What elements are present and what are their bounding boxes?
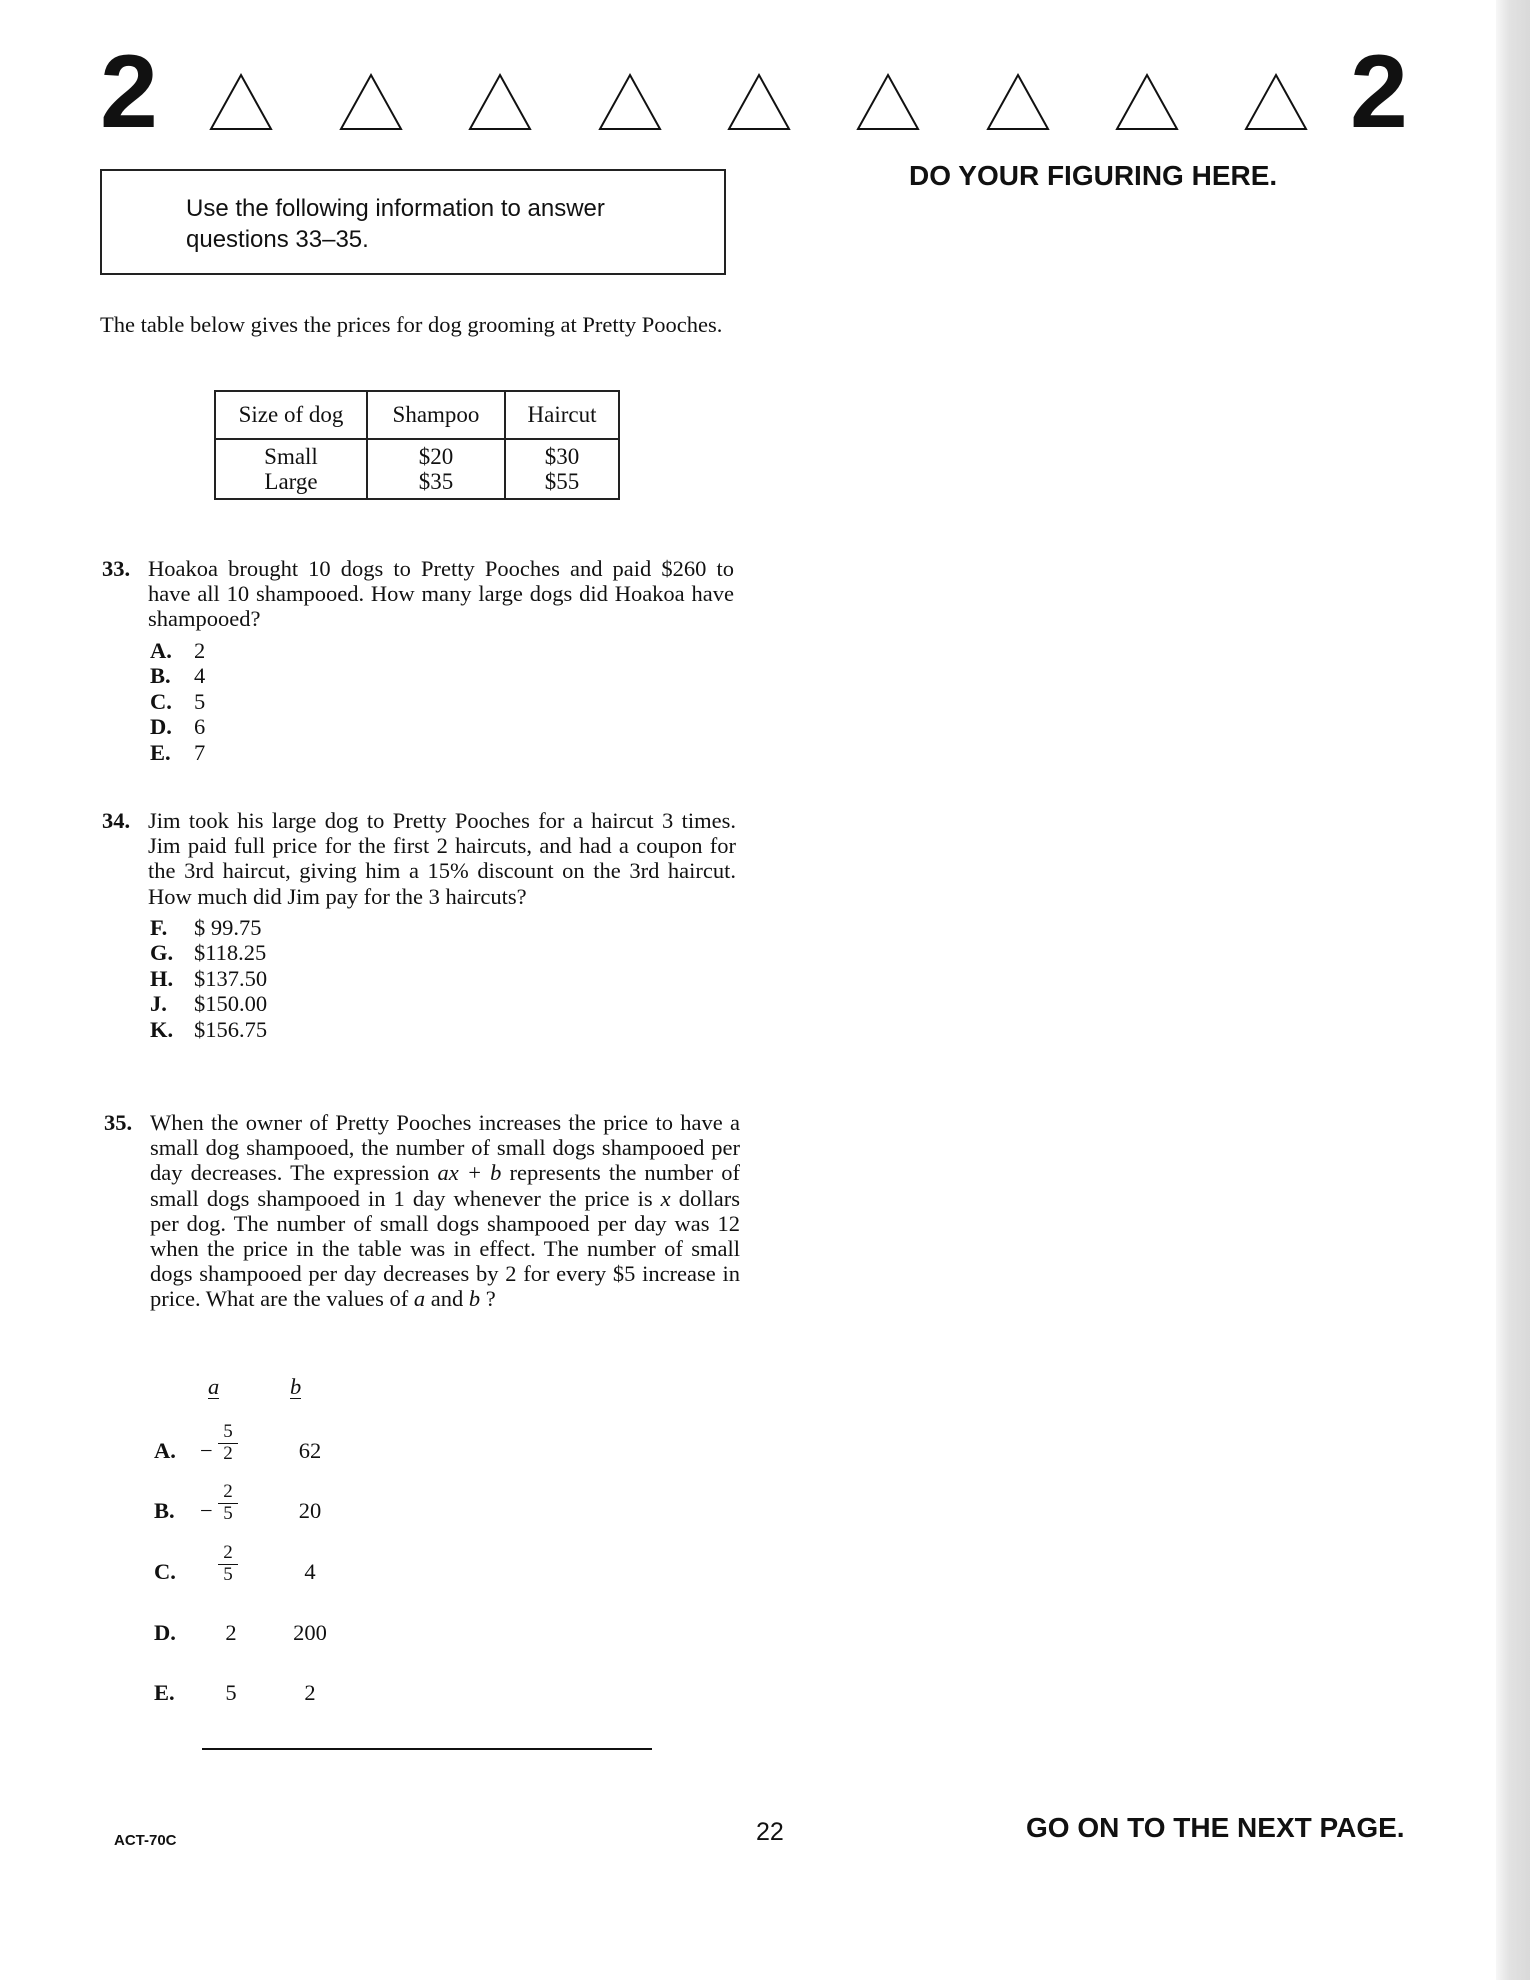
price-table (214, 390, 620, 500)
intro-text: The table below gives the prices for dog grooming at Pretty Pooches. (100, 312, 723, 337)
question-text: Jim took his large dog to Pretty Pooches for a haircut 3 times. Jim paid full price for the first 2 haircuts, and had a coupon for the 3rd haircut, giving him a 15% discount on the 3rd haircut. How much did Jim pay for the 3 haircuts? (148, 808, 736, 909)
size-cell (215, 439, 367, 499)
info-box-text: Use the following information to answer questions 33–35. (186, 195, 605, 253)
option-letter: J. (150, 991, 167, 1017)
fraction (218, 1482, 238, 1523)
column-header: Size of dog (215, 391, 367, 439)
fraction (218, 1543, 238, 1584)
test-code: ACT-70C (114, 1832, 177, 1849)
value-b: 62 (298, 1438, 322, 1463)
option-text: $118.25 (194, 940, 267, 966)
answer-option-h[interactable] (150, 966, 736, 992)
figuring-note: DO YOUR FIGURING HERE. (909, 160, 1278, 191)
question-number: 34. (102, 808, 131, 833)
numerator: 2 (223, 1481, 233, 1502)
triangle-outline-icon (1243, 72, 1309, 132)
option-text: 5 (194, 688, 206, 714)
option-letter: K. (150, 1016, 174, 1042)
option-text: $ 99.75 (194, 914, 262, 940)
size-small: Small (264, 444, 318, 469)
column-header-b: b (290, 1374, 302, 1399)
price-table-header-row (215, 391, 619, 439)
answer-options (150, 638, 734, 766)
triangle-outline-icon (726, 72, 792, 132)
variable-b: b (468, 1286, 481, 1312)
value-a (196, 1664, 242, 1724)
answer-option-b[interactable] (150, 663, 734, 689)
answer-options (150, 915, 736, 1043)
column-header: Haircut (505, 391, 619, 439)
triangle-outline-icon (597, 72, 663, 132)
answer-option-d[interactable] (150, 714, 734, 740)
triangle-outline-icon (208, 72, 274, 132)
question-text-part: represents the number of small dogs shampooed in 1 day whenever the price is (150, 1160, 741, 1211)
haircut-large: $55 (544, 469, 580, 494)
option-letter: C. (150, 688, 172, 714)
value-a (196, 1604, 242, 1664)
option-letter: C. (154, 1559, 176, 1584)
question-number: 35. (104, 1110, 133, 1135)
value-a (196, 1543, 242, 1603)
triangle-outline-icon (985, 72, 1051, 132)
shampoo-cell (367, 439, 505, 499)
variable-a: a (413, 1286, 426, 1312)
question-text-part: ? (480, 1286, 496, 1312)
question-text-part: dollars per dog. The number of small dogs shampooed per day was 12 when the price in the table was in effect. The number of small dogs shampooed per day decreases by 2 for every $5 increase in price. What are the values of (150, 1185, 740, 1312)
end-of-questions-divider (202, 1748, 652, 1750)
option-letter: F. (150, 914, 168, 940)
option-text: $150.00 (194, 991, 268, 1017)
option-text: 4 (194, 663, 206, 689)
column-header-a: a (208, 1374, 220, 1399)
option-letter: H. (150, 965, 174, 991)
answer-option-a[interactable] (150, 638, 734, 664)
answer-option-a[interactable] (152, 1422, 332, 1482)
variable-x: x (660, 1185, 671, 1211)
value-a-text: 2 (225, 1620, 237, 1645)
answer-option-e[interactable] (150, 740, 734, 766)
option-text: 6 (194, 714, 206, 740)
minus-sign: − (200, 1438, 213, 1463)
haircut-small: $30 (544, 444, 580, 469)
answer-option-c[interactable] (152, 1543, 332, 1603)
triangle-outline-icon (338, 72, 404, 132)
section-number-right: 2 (1350, 34, 1408, 150)
option-text: $156.75 (194, 1016, 268, 1042)
page-number: 22 (756, 1818, 784, 1846)
value-b: 4 (304, 1559, 316, 1584)
value-b: 2 (304, 1680, 316, 1705)
answer-option-e[interactable] (152, 1664, 332, 1724)
answer-option-c[interactable] (150, 689, 734, 715)
question-text-part: and (425, 1286, 469, 1312)
answer-option-d[interactable] (152, 1604, 332, 1664)
denominator: 5 (223, 1564, 233, 1585)
value-a-text: 5 (225, 1680, 237, 1705)
next-page-note: GO ON TO THE NEXT PAGE. (1026, 1812, 1405, 1843)
option-text: $137.50 (194, 965, 268, 991)
question-text (150, 1110, 740, 1312)
answer-option-g[interactable] (150, 940, 736, 966)
question-34 (102, 808, 736, 1042)
option-letter: A. (154, 1438, 176, 1463)
question-text-part: When the owner of Pretty Pooches increases the price to have a small dog shampooed, the number of small dogs shampooed per day decreases. The expression (150, 1110, 740, 1186)
triangle-outline-icon (855, 72, 921, 132)
section-number-left: 2 (100, 34, 158, 150)
answer-option-j[interactable] (150, 991, 736, 1017)
column-header: Shampoo (367, 391, 505, 439)
haircut-cell (505, 439, 619, 499)
numerator: 2 (223, 1542, 233, 1563)
expression: ax + b (437, 1160, 502, 1186)
option-letter: E. (150, 739, 171, 765)
option-text: 7 (194, 739, 206, 765)
answer-option-k[interactable] (150, 1017, 736, 1043)
triangle-outline-icon (467, 72, 533, 132)
option-letter: E. (154, 1680, 175, 1705)
page-edge-shadow (1496, 0, 1530, 1980)
shampoo-large: $35 (418, 469, 454, 494)
fraction (218, 1422, 238, 1463)
option-letter: B. (154, 1498, 175, 1523)
value-a (196, 1482, 242, 1542)
option-letter: G. (150, 940, 174, 966)
option-letter: D. (150, 714, 172, 740)
option-letter: A. (150, 637, 172, 663)
numerator: 5 (223, 1421, 233, 1442)
denominator: 5 (223, 1503, 233, 1524)
triangle-outline-icon (1114, 72, 1180, 132)
question-33 (102, 556, 734, 765)
answer-option-f[interactable] (150, 915, 736, 941)
value-a (196, 1422, 242, 1482)
table-row (215, 439, 619, 499)
size-large: Large (264, 469, 318, 494)
question-35 (104, 1110, 740, 1312)
question-number: 33. (102, 556, 131, 581)
denominator: 2 (223, 1443, 233, 1464)
option-letter: D. (154, 1620, 176, 1645)
question-text: Hoakoa brought 10 dogs to Pretty Pooches and paid $260 to have all 10 shampooed. How many large dogs did Hoakoa have shampooed? (148, 556, 734, 632)
answer-option-b[interactable] (152, 1482, 332, 1542)
option-text: 2 (194, 637, 206, 663)
value-b: 20 (298, 1498, 322, 1523)
option-letter: B. (150, 663, 171, 689)
value-b: 200 (293, 1620, 327, 1645)
shampoo-small: $20 (418, 444, 454, 469)
minus-sign: − (200, 1498, 213, 1523)
info-box (100, 169, 726, 275)
